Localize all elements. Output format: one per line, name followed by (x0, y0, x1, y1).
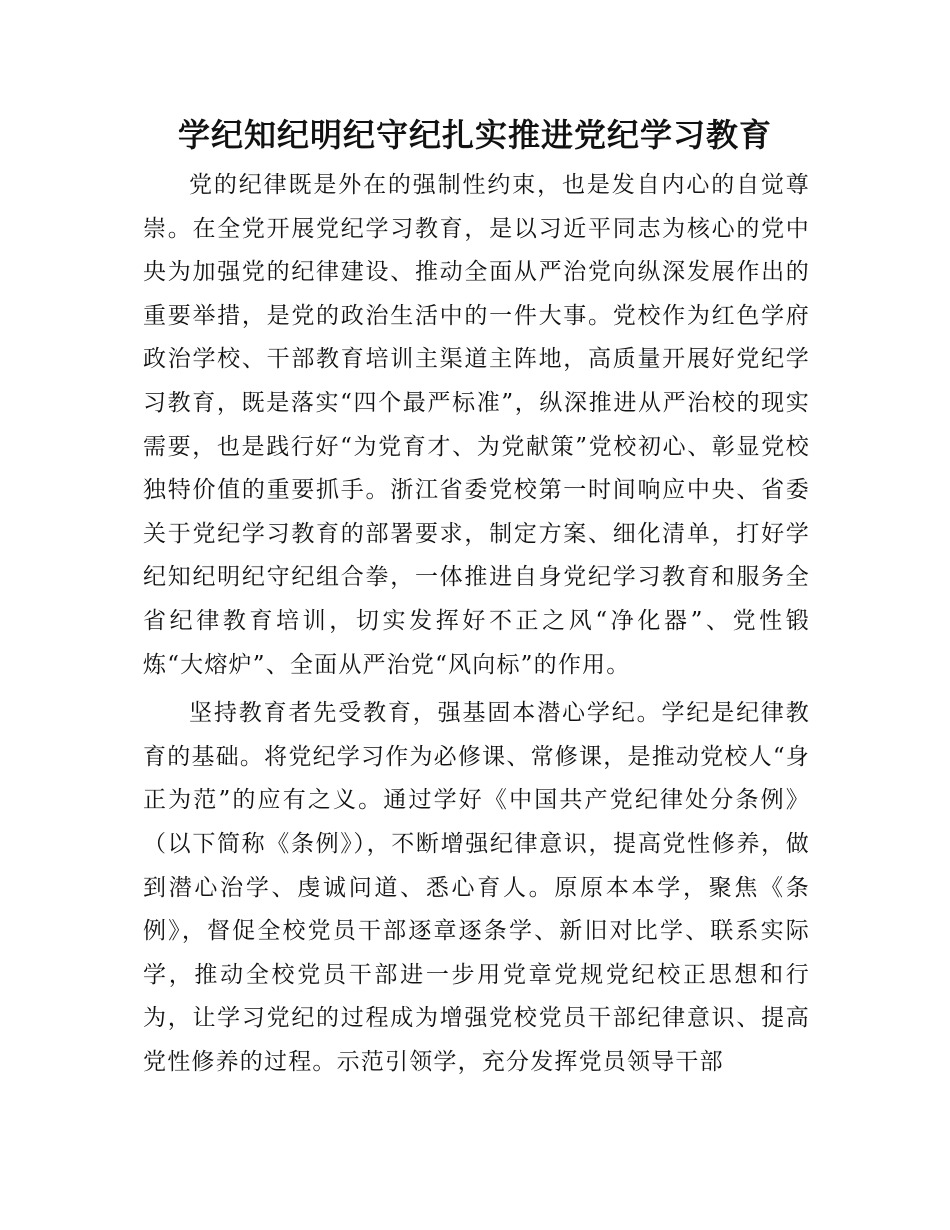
paragraph-2: 坚持教育者先受教育，强基固本潜心学纪。学纪是纪律教育的基础。将党纪学习作为必修课、常修课，是推动党校人“身正为范”的应有之义。通过学好《中国共产党纪律处分条例》（以下简称《条例》），不断增强纪律意识，提高党性修养，做到潜心治学、虔诚问道、悉心育人。原原本本学，聚焦《条例》，督促全校党员干部逐章逐条学、新旧对比学、联系实际学，推动全校党员干部进一步用党章党规党纪校正思想和行为，让学习党纪的过程成为增强党校党员干部纪律意识、提高党性修养的过程。示范引领学，充分发挥党员领导干部 (143, 700, 810, 1075)
page-title: 学纪知纪明纪守纪扎实推进党纪学习教育 (177, 116, 772, 154)
article-body (143, 164, 810, 1084)
paragraph-1: 党的纪律既是外在的强制性约束，也是发自内心的自觉尊崇。在全党开展党纪学习教育，是以习近平同志为核心的党中央为加强党的纪律建设、推动全面从严治党向纵深发展作出的重要举措，是党的政治生活中的一件大事。党校作为红色学府政治学校、干部教育培训主渠道主阵地，高质量开展好党纪学习教育，既是落实“四个最严标准”，纵深推进从严治校的现实需要，也是践行好“为党育才、为党献策”党校初心、彰显党校独特价值的重要抓手。浙江省委党校第一时间响应中央、省委关于党纪学习教育的部署要求，制定方案、细化清单，打好学纪知纪明纪守纪组合拳，一体推进自身党纪学习教育和服务全省纪律教育培训，切实发挥好不正之风“净化器”、党性锻炼“大熔炉”、全面从严治党“风向标”的作用。 (143, 172, 810, 678)
